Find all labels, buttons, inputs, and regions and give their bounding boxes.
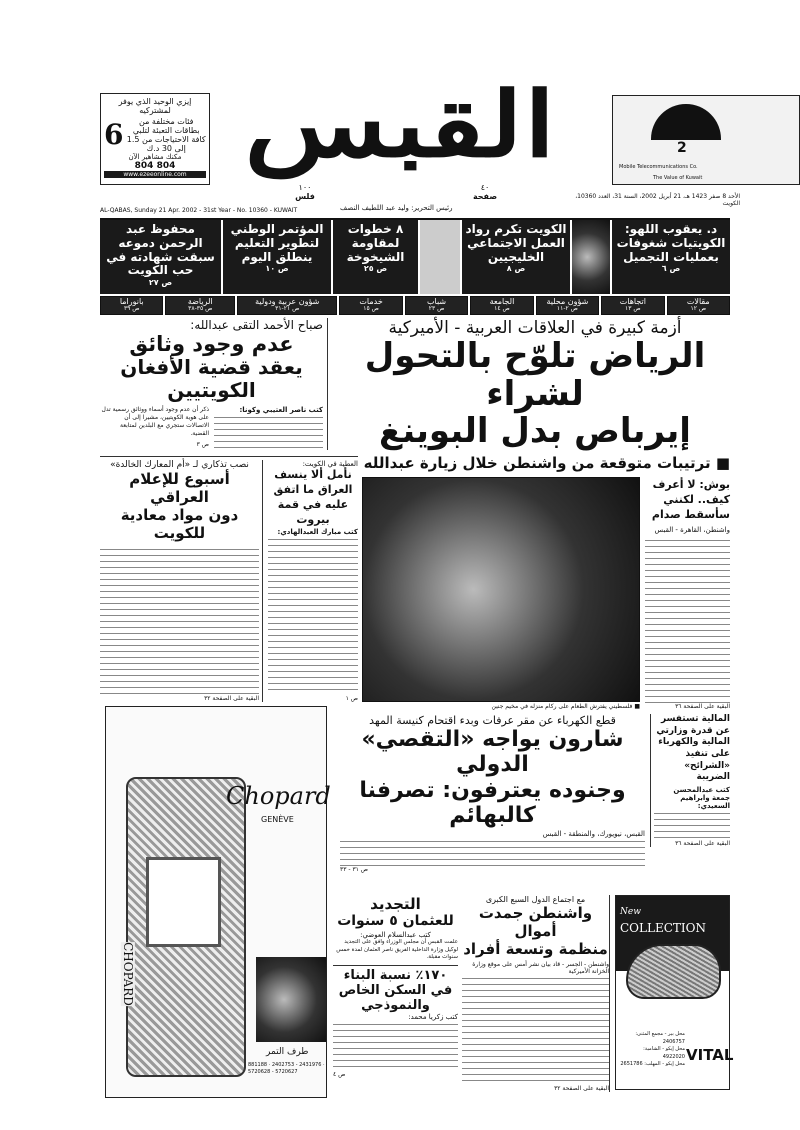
ad-new: New (620, 907, 641, 917)
logo: القبس (244, 72, 556, 178)
teaser-page: ص ٢٥ (363, 264, 388, 274)
section-link[interactable]: مقالات ص ١٢ (667, 296, 730, 315)
body-text: علمت القبس أن مجلس الوزراء وافق على التجديد لوكيل وزارة الداخلية الفريق ناصر العثمان لمدة خمس سنوات مقبلة. (336, 939, 458, 961)
section-link[interactable]: بانوراما ص ٣٩ (100, 296, 163, 315)
teaser-page: ص ٦ (661, 264, 681, 274)
story-kicker: نصب تذكاري لـ «أم المعارك الخالدة» (110, 460, 249, 471)
iraq-media-story (100, 460, 263, 702)
story-kicker: صباح الأحمد التقى عبدالله: (190, 318, 323, 332)
ad-line: فئات مختلفة من بطاقات التعبئة لتلبي (132, 117, 200, 135)
ad-url: www.ezeeonline.com (104, 171, 206, 178)
continued: البقية على الصفحة ٣٦ (675, 840, 730, 848)
lead-kicker: أزمة كبيرة في العلاقات العربية - الأميركية (388, 318, 682, 338)
byline: كتب عبدالمحسن جمعة وابراهيم السعيدي: (673, 786, 730, 811)
ad-slogan: إيزي الوحيد الذي يوفر لمشتركيه (118, 97, 192, 115)
dealer-logo: طرف التمر (266, 1047, 309, 1057)
photo-row (340, 477, 730, 710)
section-link[interactable]: شؤون عربية ودولية ص ٢١-٣١ (237, 296, 337, 315)
renewal-story (333, 895, 458, 1078)
teaser-photo (572, 220, 610, 294)
lead-region (340, 318, 730, 710)
section-link[interactable]: خدمات ص ١٥ (339, 296, 402, 315)
beirut-story (268, 460, 358, 702)
section-link[interactable]: شؤون محلية ص ٢-١١ (536, 296, 599, 315)
ad-number: 2 (677, 140, 687, 156)
ad-line: كافة الاحتياجات من 1.5 إلى 30 د.ك (126, 135, 206, 153)
page-ref: ص ٣١ - ٣٣ (340, 866, 369, 874)
ad-company: Mobile Telecommunications Co. (619, 164, 698, 170)
page-ref: ص ٤ (333, 1071, 346, 1079)
gauge-icon (651, 104, 721, 140)
teaser[interactable] (333, 220, 418, 294)
teaser[interactable] (462, 220, 570, 294)
story-headline: بوش: لا أعرف كيف.. لكنني سأسقط صدام (651, 477, 730, 522)
bracelet-text: CHOPARD (120, 942, 135, 1006)
left-lower-row (100, 456, 358, 702)
price-value: ١٠٠ (298, 183, 312, 192)
byline: كتب مبارك العبدالهادي: (277, 527, 358, 536)
story-kicker: العطية في الكويت: (302, 460, 358, 469)
body-text (462, 975, 609, 1085)
dateline: واشنطن - الجسر - قاد بيان نشر أمس على موقع وزارة الخزانة الأميركية (472, 961, 609, 975)
pages-unit: صفحة (472, 192, 498, 201)
store: محل إيكو - الشامية: 4922020 (643, 1046, 685, 1060)
news-photo (362, 477, 640, 702)
story-headline: شارون يواجه «التقصي» الدولي (361, 727, 624, 778)
body-text (100, 546, 259, 695)
section-link[interactable]: الرياضة ص ٣٥-٣٨ (165, 296, 235, 315)
body-text (268, 536, 358, 695)
body-text: ذكر أن عدم وجود أسماء ووثائق رسمية تدل على هوية الكويتيين، مشيرا إلى أن الاتصالات ستجري مع البلدين لمتابعة القضية. (101, 406, 209, 438)
finance-story (650, 714, 730, 847)
brand-logo: VITAL (686, 1046, 734, 1064)
photo-caption: ■ فلسطيني يفترش الطعام على ركام منزله في مخيم جنين (491, 703, 640, 710)
teaser-title: الكويت تكرم رواد العمل الاجتماعي الخليجيين (465, 222, 567, 264)
pages (470, 183, 500, 201)
page-ref: ص ٣ (196, 440, 209, 448)
sections-bar (100, 296, 730, 315)
sandal-image (626, 944, 721, 999)
teaser[interactable] (100, 220, 221, 294)
left-region (100, 318, 358, 702)
story-headline: التجديد (370, 895, 421, 913)
dealer-phones: 881188 · 2402753 - 2431976 · 5720628 - 5720627 (248, 1062, 325, 1075)
washington-story (462, 895, 610, 1092)
model-photo (256, 957, 326, 1042)
story-headline: ١٧٠٪ نسبة البناء في السكن الخاص والنموذجي (338, 968, 453, 1014)
ad-cta: مكنك مشاهير الآن (128, 153, 182, 161)
chopard-ad (105, 706, 331, 1098)
date-english: AL-QABAS, Sunday 21 Apr. 2002 - 31st Year - No. 10360 - KUWAIT (100, 207, 298, 214)
ad-phone: 804 804 (134, 161, 176, 171)
continued: البقية على الصفحة ٣٢ (204, 695, 259, 702)
body-text (340, 838, 645, 866)
bush-story (645, 477, 730, 710)
story-kicker: قطع الكهرباء عن مقر عرفات وبدء اقتحام كنيسة المهد (369, 714, 616, 727)
lead-headline: إيرباص بدل البوينغ (379, 411, 691, 452)
teaser-page: ص ١٠ (265, 264, 289, 274)
body-text (645, 537, 730, 703)
brand-logo: Chopard (226, 782, 331, 810)
story-headline: واشنطن جمدت أموال (478, 904, 593, 940)
date-arabic: الأحد 8 صفر 1423 هـ، 21 أبريل 2002، السنة 31، العدد 10360، الكويت (575, 193, 740, 207)
sharon-story (340, 714, 645, 873)
dateline: واشنطن، القاهرة - القبس (654, 525, 730, 534)
teaser-strip (100, 218, 730, 294)
store: محل إيكو - المهلب: 2651786 (620, 1061, 685, 1067)
ad-tagline: The Value of Kuwait (653, 175, 703, 181)
teaser-title: محفوظ عبد الرحمن دموعه سبقت شهادته في حب الكويت (106, 222, 215, 278)
lead-subheadline: ■ ترتيبات متوقعة من واشنطن خلال زيارة عبدالله (363, 453, 730, 472)
store: محل بير - مجمع المثنى: 2406757 (635, 1031, 685, 1045)
body-text (214, 414, 323, 450)
brand-city: GENÈVE (261, 815, 294, 824)
teaser[interactable] (612, 220, 730, 294)
vital-ad (615, 895, 734, 1090)
section-link[interactable]: اتجاهات ص ١٣ (601, 296, 664, 315)
pages-value: ٤٠ (480, 183, 490, 192)
teaser-photo (420, 220, 460, 294)
byline: كتب ناصر العتيبي وكونا: (239, 406, 323, 415)
watch-face (146, 857, 221, 947)
teaser-page: ص ٢٧ (148, 278, 173, 288)
wataniya-ad (612, 95, 800, 185)
price (290, 183, 320, 201)
byline: كتب زكريا محمد: (408, 1013, 458, 1022)
teaser-page: ص ٨ (506, 264, 526, 274)
section-link[interactable]: شباب ص ٢٣ (405, 296, 468, 315)
story-headline: عدم وجود وثائق (129, 332, 294, 356)
story-headline: للعثمان ٥ سنوات (337, 913, 454, 929)
story-headline: أسبوع للإعلام العراقي (129, 470, 230, 507)
story-headline: منظمة وتسعة أفراد (463, 940, 608, 958)
body-text (333, 1021, 458, 1071)
price-unit: فلس (295, 192, 315, 201)
story-headline: المالية تستفسر عن قدرة وزارتي المالية والكهرباء على تنفيذ «الشرائح» الضريبة (656, 714, 730, 783)
teaser-title: ٨ خطوات لمقاومة الشيخوخة (346, 222, 405, 264)
ad-number: 6 (104, 118, 124, 151)
dateline: القبس، نيويورك، والمنطقة - القبس (542, 830, 645, 839)
continued: البقية على الصفحة ٣٢ (554, 1085, 609, 1092)
continued: البقية على الصفحة ٣٦ (675, 703, 730, 710)
lead-story (340, 318, 730, 472)
story-kicker: مع اجتماع الدول السبع الكبرى (485, 895, 586, 904)
editor-line: رئيس التحرير: وليد عبد اللطيف النصف (340, 204, 453, 212)
teaser[interactable] (223, 220, 331, 294)
body-text (654, 810, 730, 840)
story-headline: يعقد قضية الأفغان الكويتيين (120, 355, 303, 403)
story-headline: دون مواد معادية للكويت (120, 506, 239, 543)
ad-collection: COLLECTION (620, 920, 706, 935)
teaser-title: د. يعقوب اللهو: الكويتيات شغوفات بعمليات التجميل (616, 222, 726, 264)
story-headline: وجنوده يعترفون: تصرفنا كالبهائم (359, 777, 626, 828)
story-headline: نأمل ألا ينسف العراق ما اتفق عليه في قمة بيروت (273, 468, 353, 526)
byline: كتب عبدالسلام العوضي: (360, 931, 431, 939)
section-link[interactable]: الجامعة ص ١٤ (470, 296, 533, 315)
store-list (620, 1031, 685, 1069)
sabah-story (100, 318, 328, 450)
lead-headline: الرياض تلوّح بالتحول لشراء (364, 336, 706, 414)
page-ref: ص ١ (345, 695, 358, 702)
ezee-ad (100, 93, 210, 185)
teaser-title: المؤتمر الوطني لتطوير التعليم ينطلق اليوم (230, 222, 324, 264)
